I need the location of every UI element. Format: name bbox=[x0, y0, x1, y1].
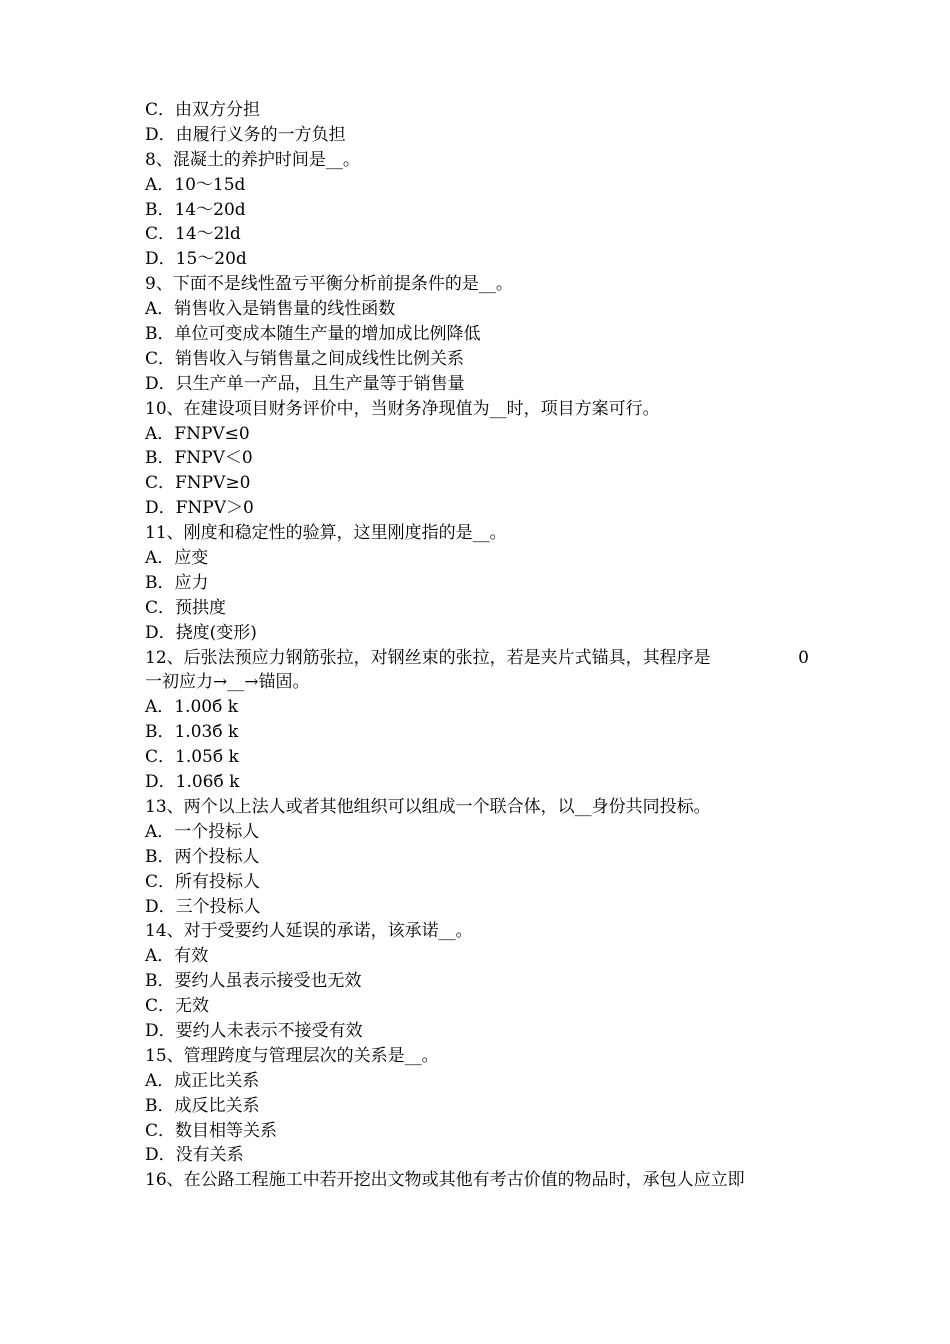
option-line: D．1.06б k bbox=[145, 772, 240, 793]
option-line: D．FNPV＞0 bbox=[145, 498, 254, 519]
option-line: D．没有关系 bbox=[145, 1145, 244, 1166]
question-line: 10、在建设项目财务评价中，当财务净现值为__时，项目方案可行。 bbox=[145, 398, 660, 419]
option-line: A．一个投标人 bbox=[145, 821, 260, 842]
option-line: C．数目相等关系 bbox=[145, 1120, 278, 1141]
option-line: C．1.05б k bbox=[145, 747, 239, 768]
question-line bbox=[145, 646, 809, 671]
option-line: D．只生产单一产品，且生产量等于销售量 bbox=[145, 373, 465, 394]
question-line: 13、两个以上法人或者其他组织可以组成一个联合体，以__身份共同投标。 bbox=[145, 796, 711, 817]
option-line: A．有效 bbox=[145, 946, 209, 967]
question-12-end: 0 bbox=[798, 647, 809, 668]
option-line: C．所有投标人 bbox=[145, 871, 261, 892]
option-line: A．1.00б k bbox=[145, 697, 239, 718]
option-line: C．预拱度 bbox=[145, 597, 227, 618]
option-line: D．15～20d bbox=[145, 249, 247, 270]
option-line: B．FNPV＜0 bbox=[145, 448, 253, 469]
option-line: B．要约人虽表示接受也无效 bbox=[145, 971, 362, 992]
question-line-continued: 一初应力→__→锚固。 bbox=[145, 672, 310, 693]
option-line: C．无效 bbox=[145, 996, 210, 1017]
option-line: C．由双方分担 bbox=[145, 100, 261, 120]
question-line: 16、在公路工程施工中若开挖出文物或其他有考古价值的物品时，承包人应立即 bbox=[145, 1170, 745, 1191]
option-line: A．应变 bbox=[145, 548, 209, 569]
option-line: A．销售收入是销售量的线性函数 bbox=[145, 299, 396, 320]
option-line: A．10～15d bbox=[145, 174, 246, 195]
option-line: A．FNPV≤0 bbox=[145, 423, 250, 444]
option-line: B．成反比关系 bbox=[145, 1095, 260, 1116]
option-line: A．成正比关系 bbox=[145, 1070, 260, 1091]
question-line: 14、对于受要约人延误的承诺，该承诺__。 bbox=[145, 921, 473, 942]
option-line: D．要约人未表示不接受有效 bbox=[145, 1020, 363, 1041]
option-line: C．14～2ld bbox=[145, 224, 241, 245]
option-line: D．三个投标人 bbox=[145, 896, 261, 917]
option-line: C．FNPV≥0 bbox=[145, 473, 251, 494]
question-12-text: 12、后张法预应力钢筋张拉，对钢丝束的张拉，若是夹片式锚具，其程序是 bbox=[145, 647, 711, 668]
question-line: 9、下面不是线性盈亏平衡分析前提条件的是__。 bbox=[145, 274, 513, 295]
option-line: B．两个投标人 bbox=[145, 846, 260, 867]
option-line: C．销售收入与销售量之间成线性比例关系 bbox=[145, 348, 465, 369]
option-line: B．应力 bbox=[145, 572, 209, 593]
question-line: 11、刚度和稳定性的验算，这里刚度指的是__。 bbox=[145, 523, 507, 544]
option-line: B．单位可变成本随生产量的增加成比例降低 bbox=[145, 324, 481, 345]
option-line: D．挠度(变形) bbox=[145, 622, 257, 643]
option-line: B．14～20d bbox=[145, 199, 246, 220]
option-line: D．由履行义务的一方负担 bbox=[145, 124, 346, 145]
question-line: 15、管理跨度与管理层次的关系是__。 bbox=[145, 1045, 439, 1066]
question-line: 8、混凝土的养护时间是__。 bbox=[145, 149, 360, 170]
option-line: B．1.03б k bbox=[145, 722, 239, 743]
exam-text bbox=[145, 98, 815, 1193]
